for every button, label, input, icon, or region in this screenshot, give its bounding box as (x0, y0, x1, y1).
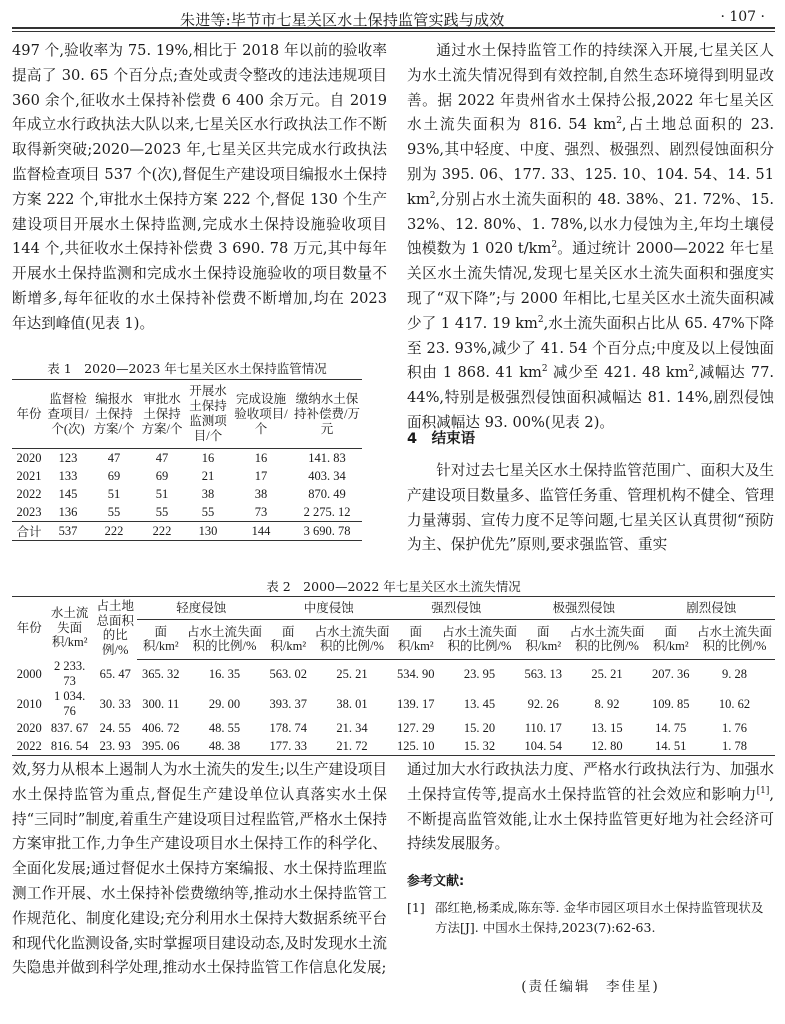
table-subheader: 面积/km² (265, 619, 312, 659)
reference-number: [1] (407, 900, 425, 915)
table-cell: 16 (254, 450, 268, 465)
table-subheader: 面积/km² (520, 619, 567, 659)
table-cell: 2020 (16, 450, 42, 465)
table-subheader: 面积/km² (647, 619, 694, 659)
table-cell: 69 (155, 468, 169, 483)
table-header: 缴纳水土保持补偿费/万元 (294, 391, 360, 436)
paragraph: 针对过去七星关区水土保持监管范围广、面积大及生产建设项目数量多、监管任务重、管理机构不健全、管理力量薄弱、宣传力度不足等问题,七星关区认真贯彻“预防为主、保护优先”原则,要求强监管、重实 (407, 462, 774, 554)
table-header: 审批水土保持方案/个 (141, 391, 183, 436)
table-cell: 65. 47 (99, 666, 131, 681)
table-cell: 109. 85 (651, 696, 690, 711)
table-cell: 55 (201, 504, 215, 519)
table-cell: 2 233. 73 (54, 659, 86, 688)
table-group-header: 剧烈侵蚀 (647, 597, 775, 620)
table-cell: 144 (251, 523, 271, 538)
table-cell: 51 (155, 486, 169, 501)
table-header: 水土流失面积/km² (46, 597, 93, 660)
table-cell: 130 (198, 523, 218, 538)
table-cell: 3 690. 78 (303, 523, 351, 538)
table-cell: 13. 45 (463, 696, 496, 711)
table-cell: 30. 33 (99, 696, 131, 711)
table-cell: 15. 20 (463, 720, 496, 735)
paragraph: 效,努力从根本上遏制人为水土流失的发生;以生产建设项目水土保持监管为重点,督促生产建设单位认真落实水土保持“三同时”制度,着重生产建设项目过程监管,严格水土保持方案审批工作,力争生产建设项目水土保持工作的科学化、全面化发展;通过督促水土保持方案编报、水土保持监理监测工作开展、水土保持补偿费缴纳等,推动水土保持监管工作规范化、制度化建设;充分利用水土保持大数据系统平台和现代化监测设备,实时掌握项目建设动态,及时发现水土流失隐患并做到科学处理,推动水土保持监管工作信息化发展; (12, 761, 387, 977)
table-cell: 14. 51 (647, 737, 694, 756)
table-cell: 141. 83 (308, 450, 346, 465)
table-cell: 207. 36 (651, 666, 690, 681)
table-cell: 104. 54 (520, 737, 567, 756)
table-cell: 837. 67 (50, 720, 89, 735)
table-cell: 25. 21 (336, 666, 368, 681)
table-cell: 55 (107, 504, 121, 519)
left-column-bottom (12, 758, 387, 981)
table-cell: 12. 80 (567, 737, 648, 756)
table-group-header: 中度侵蚀 (265, 597, 393, 620)
table-cell: 222 (104, 523, 124, 538)
citation-link[interactable]: [1] (756, 785, 770, 796)
table-cell: 51 (107, 486, 121, 501)
table-cell: 125. 10 (392, 737, 439, 756)
table-cell: 177. 33 (265, 737, 312, 756)
reference-text: 邵红艳,杨柔成,陈东等. 金华市园区项目水土保持监管现状及方法[J]. 中国水土保持,2023(7):62-63. (435, 900, 764, 935)
table-cell: 145 (58, 486, 78, 501)
table-cell: 92. 26 (527, 696, 559, 711)
table-cell: 1 034. 76 (54, 689, 86, 718)
table-subheader: 占水土流失面积的比例/% (312, 619, 393, 659)
table-header: 开展水土保持监测项目/个 (189, 384, 227, 443)
table-cell: 48. 38 (184, 737, 265, 756)
table-cell: 23. 95 (463, 666, 496, 681)
table-row (12, 503, 362, 522)
table-row (12, 485, 362, 503)
table-cell: 8. 92 (594, 696, 620, 711)
paragraph: 通过水土保持监管工作的持续深入开展,七星关区人为水土流失情况得到有效控制,自然生态环境得到明显改善。据 2022 年贵州省水土保持公报,2022 年七星关区水土流失面积为 816. 54 $km^2$,占土地总面积的 23. 93%,其中轻度、中度、强烈、极强烈、剧烈侵蚀面积分别为 395. 06、177. 33、125. 10、104. 54、14. 51 $km^2$,分别占水土流失面积的 48. 38%、21. 72%、15. 32%、12. 80%、1. 78%,以水力侵蚀为主,年均土壤侵蚀模数为 1 020 $t/km^2$。通过统计 2000—2022 年七星关区水土流失情况,发现七星关区水土流失面积和强度实现了“双下降”;与 2000 年相比,七星关区水土流失面积减少了 1 417. 19 $km^2$,水土流失面积占比从 65. 47%下降至 23. 93%,减少了 41. 54 个百分点;中度及以上侵蚀面积由 1 868. 41 $km^2$ 减少至 421. 48 $km^2$,减幅达 77. 44%,特别是极强烈侵蚀面积减幅达 81. 14%,剧烈侵蚀面积减幅达 93. 00%(见表 2)。 (407, 42, 774, 431)
table-cell: 55 (155, 504, 169, 519)
page-header (12, 0, 775, 34)
table-cell: 2021 (16, 468, 42, 483)
table-row (12, 449, 362, 468)
table-cell: 38 (254, 486, 268, 501)
table-subheader: 占水土流失面积的比例/% (184, 619, 265, 659)
table-cell: 73 (254, 504, 268, 519)
table-row (12, 719, 775, 737)
table-subheader: 占水土流失面积的比例/% (694, 619, 775, 659)
table-header: 编报水土保持方案/个 (93, 391, 135, 436)
table-cell: 136 (58, 504, 78, 519)
table-row (12, 467, 362, 485)
table-header: 占土地总面积的比例/% (93, 597, 138, 660)
table-cell: 393. 37 (269, 696, 307, 711)
header-rule (12, 27, 775, 29)
reference-item (407, 898, 774, 938)
running-title: 朱进等:毕节市七星关区水土保持监管实践与成效 (180, 11, 505, 29)
paragraph: 通过加大水行政执法力度、严格水行政执法行为、加强水土保持宣传等,提高水土保持监管的社会效应和影响力[1],不断提高监管效能,让水土保持监管更好地为社会经济可持续发展服务。 (407, 761, 774, 853)
right-column-mid (407, 459, 774, 558)
table-cell: 2023 (16, 504, 42, 519)
table-cell: 29. 00 (208, 696, 241, 711)
table-cell: 21 (201, 468, 215, 483)
header-rule-thin (12, 31, 775, 32)
table-cell: 16 (201, 450, 215, 465)
table-cell: 1. 78 (694, 737, 775, 756)
table-header: 监督检查项目/个(次) (47, 391, 89, 436)
table-header: 年份 (12, 597, 46, 660)
table-cell: 127. 29 (396, 720, 435, 735)
table-group-header: 强烈侵蚀 (392, 597, 520, 620)
table-header: 完成设施验收项目/个 (234, 391, 288, 436)
table-group-header: 极强烈侵蚀 (520, 597, 648, 620)
table-cell: 9. 28 (722, 666, 747, 681)
table-cell: 2022 (12, 737, 46, 756)
table-subheader: 占水土流失面积的比例/% (567, 619, 648, 659)
table-cell: 47 (155, 450, 169, 465)
table2 (12, 596, 775, 756)
table1-caption: 表 1 2020—2023 年七星关区水土保持监管情况 (47, 361, 327, 376)
table-cell: 222 (152, 523, 172, 538)
table-cell: 21. 34 (336, 720, 368, 735)
table-cell: 534. 90 (396, 666, 435, 681)
section-heading: 4 结束语 (407, 431, 476, 447)
table-cell: 300. 11 (142, 696, 180, 711)
references-heading: 参考文献: (407, 874, 465, 889)
table-cell: 14. 75 (655, 720, 687, 735)
table-cell: 合计 (16, 525, 42, 539)
table-row (12, 689, 775, 719)
table-row (12, 659, 775, 689)
table-cell: 563. 13 (524, 666, 562, 681)
table-cell: 38. 01 (336, 696, 368, 711)
right-column-bottom (407, 758, 774, 857)
table-cell: 48. 55 (208, 720, 241, 735)
table-header: 年份 (16, 406, 42, 421)
table-cell: 178. 74 (269, 720, 307, 735)
responsible-editor: (责任编辑 李佳星) (521, 979, 660, 995)
table-cell: 69 (107, 468, 121, 483)
table-cell: 537 (58, 523, 78, 538)
table-cell: 2020 (16, 720, 42, 735)
table-cell: 816. 54 (46, 737, 93, 756)
table-cell: 2010 (16, 696, 42, 711)
table-cell: 395. 06 (137, 737, 184, 756)
table-cell: 563. 02 (269, 666, 307, 681)
table-cell: 17 (254, 468, 268, 483)
table-cell: 1. 76 (722, 720, 747, 735)
table-cell: 123 (58, 450, 78, 465)
table-cell: 16. 35 (208, 666, 241, 681)
table-cell: 139. 17 (396, 696, 435, 711)
table-cell: 870. 49 (308, 486, 346, 501)
table-row (12, 737, 775, 756)
table-subheader: 占水土流失面积的比例/% (439, 619, 520, 659)
left-column-top (12, 39, 387, 337)
table-cell: 21. 72 (312, 737, 393, 756)
page-number: · 107 · (720, 9, 765, 25)
table-total-row (12, 522, 362, 541)
table-cell: 2000 (16, 666, 42, 681)
table-cell: 2 275. 12 (303, 504, 351, 519)
table2-caption: 表 2 2000—2022 年七星关区水土流失情况 (266, 579, 521, 594)
table-cell: 25. 21 (591, 666, 623, 681)
table-cell: 133 (58, 468, 78, 483)
table-cell: 23. 93 (93, 737, 138, 756)
table1 (12, 379, 362, 541)
table-cell: 403. 34 (308, 468, 346, 483)
table-group-header: 轻度侵蚀 (137, 597, 265, 620)
table-cell: 406. 72 (141, 720, 180, 735)
table-cell: 13. 15 (591, 720, 623, 735)
paragraph: 497 个,验收率为 75. 19%,相比于 2018 年以前的验收率提高了 30. 65 个百分点;查处或责令整改的违法违规项目 360 余个,征收水土保持补偿费 6 400 余万元。自 2019 年成立水行政执法大队以来,七星关区水行政执法工作不断取得新突破;2020—2023 年,七星关区共完成水行政执法监督检查项目 537 个(次),督促生产建设项目编报水土保持方案 222 个,审批水土保持方案 222 个,督促 130 个生产建设项目开展水土保持监测,完成水土保持设施验收项目 144 个,共征收水土保持补偿费 3 690. 78 万元,其中每年开展水土保持监测和完成水土保持设施验收的项目数量不断增多,每年征收的水土保持补偿费不断增加,均在 2023 年达到峰值(见表 1)。 (12, 42, 387, 332)
table-cell: 38 (201, 486, 215, 501)
table-cell: 110. 17 (524, 720, 562, 735)
right-column-top (407, 39, 774, 436)
table-cell: 24. 55 (99, 720, 131, 735)
table-subheader: 面积/km² (137, 619, 184, 659)
table-cell: 2022 (16, 486, 42, 501)
table-cell: 15. 32 (439, 737, 520, 756)
table-cell: 365. 32 (141, 666, 180, 681)
table-cell: 47 (107, 450, 121, 465)
table-subheader: 面积/km² (392, 619, 439, 659)
table-cell: 10. 62 (718, 696, 751, 711)
